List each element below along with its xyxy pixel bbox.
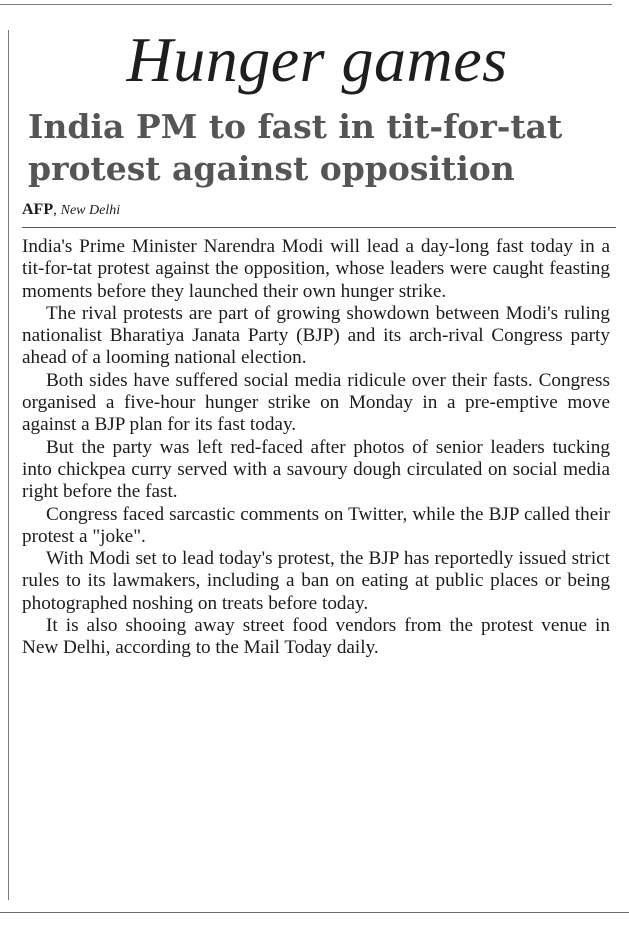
- bottom-border-rule: [0, 912, 629, 913]
- article: [22, 22, 612, 660]
- body-paragraph: The rival protests are part of growing showdown between Modi's ruling nationalist Bharatiya Janata Party (BJP) and its arch-rival Congress party ahead of a looming national election.: [22, 302, 610, 369]
- byline: [22, 200, 612, 221]
- body-paragraph: But the party was left red-faced after photos of senior leaders tucking into chickpea curry served with a savoury dough circulated on social media right before the fast.: [22, 436, 610, 503]
- body-paragraph: India's Prime Minister Narendra Modi will lead a day-long fast today in a tit-for-tat protest against the opposition, whose leaders were caught feasting moments before they launched their own hunger strike.: [22, 236, 610, 302]
- body-paragraph: Both sides have suffered social media ridicule over their fasts. Congress organised a five-hour hunger strike on Monday in a pre-emptive move against a BJP plan for its fast today.: [22, 369, 610, 436]
- byline-rule: [22, 227, 616, 228]
- top-border-rule: [0, 4, 612, 5]
- body-paragraph: It is also shooing away street food vendors from the protest venue in New Delhi, according to the Mail Today daily.: [22, 615, 610, 659]
- body-paragraph: Congress faced sarcastic comments on Twitter, while the BJP called their protest a "joke".: [22, 503, 610, 547]
- byline-agency: AFP: [22, 201, 54, 218]
- left-border-rule: [8, 30, 9, 900]
- subheadline: India PM to fast in tit-for-tat protest against opposition: [28, 107, 563, 188]
- article-body: [22, 236, 610, 660]
- byline-location: New Delhi: [60, 203, 121, 218]
- body-paragraph: With Modi set to lead today's protest, the BJP has reportedly issued strict rules to its lawmakers, including a ban on eating at public places or being photographed noshing on treats before today.: [22, 548, 610, 614]
- headline: Hunger games: [126, 24, 508, 95]
- byline-separator: ,: [53, 202, 57, 218]
